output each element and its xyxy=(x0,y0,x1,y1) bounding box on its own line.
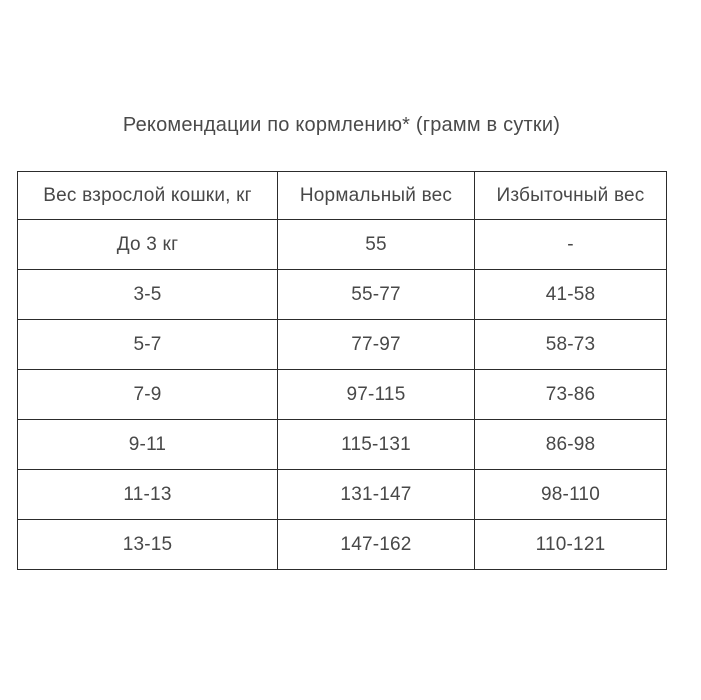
table-cell: 98-110 xyxy=(475,470,667,520)
table-header xyxy=(18,172,667,220)
table-body xyxy=(18,220,667,570)
table-row xyxy=(18,420,667,470)
table-cell: 147-162 xyxy=(278,520,475,570)
table-cell: 41-58 xyxy=(475,270,667,320)
table-cell: 11-13 xyxy=(18,470,278,520)
table-cell: 58-73 xyxy=(475,320,667,370)
table-cell: 5-7 xyxy=(18,320,278,370)
table-row xyxy=(18,470,667,520)
table-cell: 55-77 xyxy=(278,270,475,320)
header-cell-cat-weight: Вес взрослой кошки, кг xyxy=(18,172,278,220)
table-cell: 97-115 xyxy=(278,370,475,420)
table-cell: 115-131 xyxy=(278,420,475,470)
table-cell: 131-147 xyxy=(278,470,475,520)
table-row xyxy=(18,220,667,270)
header-cell-excess-weight: Избыточный вес xyxy=(475,172,667,220)
table-cell: 3-5 xyxy=(18,270,278,320)
table-cell: 13-15 xyxy=(18,520,278,570)
table-cell: До 3 кг xyxy=(18,220,278,270)
table-row xyxy=(18,520,667,570)
table-cell: 73-86 xyxy=(475,370,667,420)
table-cell: 86-98 xyxy=(475,420,667,470)
page-title: Рекомендации по кормлению* (грамм в сутки) xyxy=(122,114,561,136)
table-header-row xyxy=(18,172,667,220)
table-cell: - xyxy=(475,220,667,270)
table-cell: 77-97 xyxy=(278,320,475,370)
header-cell-normal-weight: Нормальный вес xyxy=(278,172,475,220)
table-cell: 9-11 xyxy=(18,420,278,470)
table-row xyxy=(18,320,667,370)
feeding-recommendations-table xyxy=(17,171,667,570)
table-cell: 7-9 xyxy=(18,370,278,420)
table-row xyxy=(18,270,667,320)
content-area xyxy=(17,0,666,570)
table-row xyxy=(18,370,667,420)
table-cell: 55 xyxy=(278,220,475,270)
table-cell: 110-121 xyxy=(475,520,667,570)
